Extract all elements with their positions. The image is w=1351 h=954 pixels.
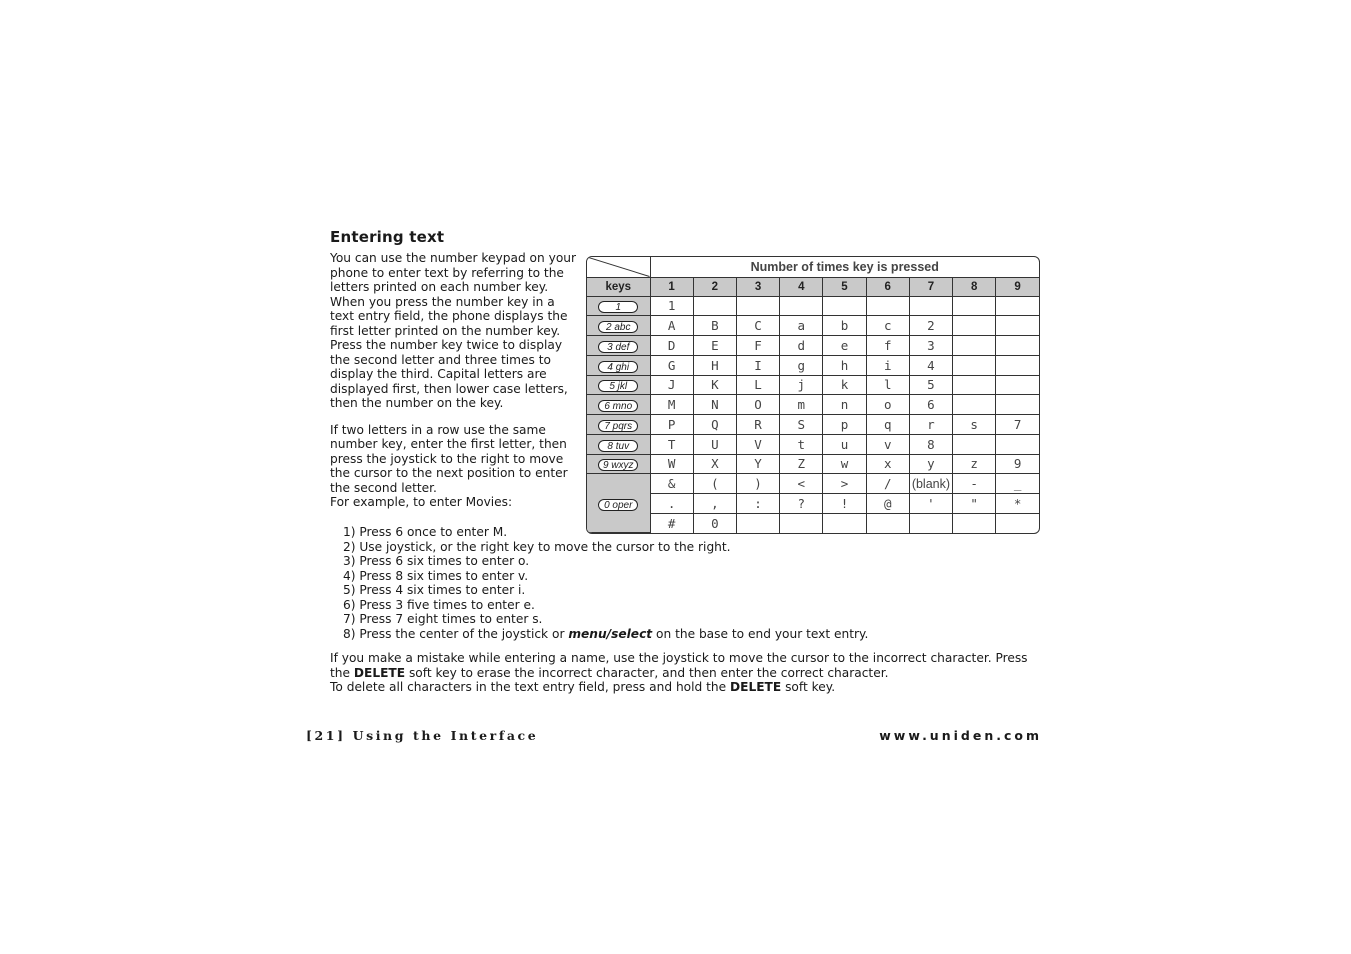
step-item	[343, 627, 868, 642]
character-cell: y	[909, 454, 952, 474]
press-count-header: 3	[736, 277, 779, 296]
keypad-key-label: 0 oper	[598, 499, 638, 511]
character-cell: 8	[909, 434, 952, 454]
character-cell: U	[693, 434, 736, 454]
press-count-header: 7	[909, 277, 952, 296]
press-count-header: 4	[780, 277, 823, 296]
character-cell	[953, 296, 996, 316]
table-row	[587, 415, 1039, 435]
character-cell: a	[780, 316, 823, 336]
character-cell: M	[650, 395, 693, 415]
character-cell	[866, 296, 909, 316]
step-8-text-end: on the base to end your text entry.	[652, 626, 869, 641]
character-cell	[953, 395, 996, 415]
character-cell: :	[736, 494, 779, 514]
character-cell: 3	[909, 336, 952, 356]
character-cell: _	[996, 474, 1039, 494]
character-cell: ,	[693, 494, 736, 514]
character-cell: R	[736, 415, 779, 435]
key-cell	[587, 316, 650, 336]
outro-text	[330, 651, 1050, 695]
character-cell	[996, 375, 1039, 395]
character-cell: !	[823, 494, 866, 514]
table-row	[587, 494, 1039, 514]
table-row	[587, 316, 1039, 336]
character-cell: b	[823, 316, 866, 336]
table-corner	[587, 257, 650, 277]
step-8-text: 8) Press the center of the joystick or	[343, 626, 569, 641]
character-cell	[996, 395, 1039, 415]
delete-key: DELETE	[353, 665, 406, 680]
character-cell: i	[866, 355, 909, 375]
keypad-key-label: 3 def	[598, 341, 638, 353]
character-cell: (blank)	[909, 474, 952, 494]
character-cell	[996, 316, 1039, 336]
press-count-header: 2	[693, 277, 736, 296]
keypad-key-label: 1	[598, 301, 638, 313]
character-cell: u	[823, 434, 866, 454]
character-cell	[953, 513, 996, 532]
character-cell: 4	[909, 355, 952, 375]
character-cell: W	[650, 454, 693, 474]
keys-column-header: keys	[587, 277, 650, 296]
example-lead: For example, to enter Movies:	[330, 495, 513, 509]
character-cell	[736, 296, 779, 316]
character-cell	[996, 434, 1039, 454]
character-cell: )	[736, 474, 779, 494]
step-item: 5) Press 4 six times to enter i.	[343, 583, 526, 597]
character-cell: E	[693, 336, 736, 356]
press-count-header: 5	[823, 277, 866, 296]
character-cell: w	[823, 454, 866, 474]
character-cell: (	[693, 474, 736, 494]
character-cell: "	[953, 494, 996, 514]
table-row	[587, 375, 1039, 395]
table-row	[587, 296, 1039, 316]
character-cell: j	[780, 375, 823, 395]
character-cell: <	[780, 474, 823, 494]
step-item: 4) Press 8 six times to enter v.	[343, 568, 529, 583]
table-row	[587, 395, 1039, 415]
character-cell: O	[736, 395, 779, 415]
character-cell: .	[650, 494, 693, 514]
character-cell: P	[650, 415, 693, 435]
character-cell: A	[650, 316, 693, 336]
character-cell: r	[909, 415, 952, 435]
step-item: 7) Press 7 eight times to enter s.	[343, 612, 543, 626]
page-footer-section: [21] Using the Interface	[306, 728, 539, 743]
character-cell: m	[780, 395, 823, 415]
character-cell	[953, 316, 996, 336]
character-cell	[953, 336, 996, 356]
character-cell	[780, 296, 823, 316]
character-cell: 5	[909, 375, 952, 395]
character-cell: 0	[693, 513, 736, 532]
keypad-key-label: 6 mno	[598, 400, 638, 412]
keypad-key-label: 5 jkl	[598, 380, 638, 392]
character-cell	[953, 434, 996, 454]
outro-text-4: soft key.	[781, 680, 836, 694]
character-cell	[996, 513, 1039, 532]
character-cell	[996, 296, 1039, 316]
key-cell	[587, 336, 650, 356]
outro-text-2: soft key to erase the incorrect character, and then enter the correct character.	[405, 665, 889, 680]
character-cell: C	[736, 316, 779, 336]
character-cell: 2	[909, 316, 952, 336]
character-cell: *	[996, 494, 1039, 514]
character-cell: J	[650, 375, 693, 395]
character-cell: V	[736, 434, 779, 454]
character-cell: >	[823, 474, 866, 494]
character-cell: p	[823, 415, 866, 435]
key-cell	[587, 454, 650, 474]
key-cell	[587, 355, 650, 375]
character-cell: S	[780, 415, 823, 435]
table-row	[587, 474, 1039, 494]
press-count-header: 9	[996, 277, 1039, 296]
character-cell: s	[953, 415, 996, 435]
character-cell: '	[909, 494, 952, 514]
press-count-header: 1	[650, 277, 693, 296]
character-cell: I	[736, 355, 779, 375]
character-cell: n	[823, 395, 866, 415]
menu-select-key: menu/select	[568, 626, 653, 641]
table-row	[587, 355, 1039, 375]
website-url: www.uniden.com	[879, 728, 1042, 743]
character-cell: K	[693, 375, 736, 395]
delete-key: DELETE	[730, 680, 782, 694]
character-cell: t	[780, 434, 823, 454]
key-cell	[587, 375, 650, 395]
character-cell: /	[866, 474, 909, 494]
character-cell: D	[650, 336, 693, 356]
intro-paragraph-2	[330, 423, 580, 510]
intro-paragraph-2-text: If two letters in a row use the same number key, enter the first letter, then press the joystick to the right to move the cursor to the next position to enter the second letter.	[330, 422, 568, 495]
character-cell: 6	[909, 395, 952, 415]
key-cell	[587, 474, 650, 533]
character-cell: ?	[780, 494, 823, 514]
outro-paragraph-2	[330, 680, 1050, 695]
outro-paragraph-1	[330, 651, 1050, 680]
key-cell	[587, 395, 650, 415]
character-cell: d	[780, 336, 823, 356]
character-cell	[953, 375, 996, 395]
table-row	[587, 434, 1039, 454]
character-cell: q	[866, 415, 909, 435]
character-cell: G	[650, 355, 693, 375]
character-cell: 1	[650, 296, 693, 316]
character-cell	[909, 513, 952, 532]
press-count-header: 8	[953, 277, 996, 296]
step-item: 1) Press 6 once to enter M.	[343, 525, 508, 539]
character-cell: &	[650, 474, 693, 494]
steps-list	[343, 525, 868, 641]
character-cell: h	[823, 355, 866, 375]
character-cell: B	[693, 316, 736, 336]
character-cell: o	[866, 395, 909, 415]
keypad-key-label: 8 tuv	[598, 440, 638, 452]
character-cell: k	[823, 375, 866, 395]
character-cell: @	[866, 494, 909, 514]
character-table	[586, 256, 1040, 534]
character-cell: e	[823, 336, 866, 356]
keypad-key-label: 4 ghi	[598, 361, 638, 373]
step-item: 2) Use joystick, or the right key to move the cursor to the right.	[343, 539, 731, 554]
character-cell	[693, 296, 736, 316]
outro-text-1: If you make a mistake while entering a name, use the joystick to move the cursor to the incorrect character. Press the	[330, 651, 1028, 680]
character-cell: F	[736, 336, 779, 356]
key-cell	[587, 296, 650, 316]
keypad-key-label: 9 wxyz	[598, 459, 638, 471]
character-cell	[996, 355, 1039, 375]
outro-text-3: To delete all characters in the text entry field, press and hold the	[330, 680, 731, 694]
character-cell: 7	[996, 415, 1039, 435]
character-cell: x	[866, 454, 909, 474]
press-count-header: 6	[866, 277, 909, 296]
character-cell: f	[866, 336, 909, 356]
table-row	[587, 454, 1039, 474]
intro-text	[330, 251, 580, 510]
character-cell: z	[953, 454, 996, 474]
step-item: 3) Press 6 six times to enter o.	[343, 554, 530, 568]
character-cell	[909, 296, 952, 316]
key-cell	[587, 434, 650, 454]
character-cell	[823, 296, 866, 316]
character-cell: g	[780, 355, 823, 375]
character-cell: H	[693, 355, 736, 375]
keypad-key-label: 2 abc	[598, 321, 638, 333]
step-item: 6) Press 3 five times to enter e.	[343, 597, 535, 612]
intro-paragraph-1: You can use the number keypad on your phone to enter text by referring to the letters printed on each number key. When you press the number key in a text entry field, the phone displays the first letter printed on the number key. Press the number key twice to display the second letter and three times to display the third. Capital letters are displayed first, then lower case letters, then the number on the key.	[330, 251, 577, 410]
character-cell: v	[866, 434, 909, 454]
character-cell: Z	[780, 454, 823, 474]
table-header: Number of times key is pressed	[650, 257, 1039, 277]
character-cell: N	[693, 395, 736, 415]
character-cell: L	[736, 375, 779, 395]
key-cell	[587, 415, 650, 435]
character-cell	[996, 336, 1039, 356]
character-cell: Y	[736, 454, 779, 474]
character-cell	[953, 355, 996, 375]
section-title: Entering text	[330, 228, 445, 246]
character-cell: #	[650, 513, 693, 532]
character-cell: 9	[996, 454, 1039, 474]
character-cell	[866, 513, 909, 532]
character-cell: X	[693, 454, 736, 474]
keypad-key-label: 7 pqrs	[598, 420, 638, 432]
table-row	[587, 336, 1039, 356]
character-cell: c	[866, 316, 909, 336]
character-cell: T	[650, 434, 693, 454]
character-cell: -	[953, 474, 996, 494]
character-cell: l	[866, 375, 909, 395]
character-cell: Q	[693, 415, 736, 435]
